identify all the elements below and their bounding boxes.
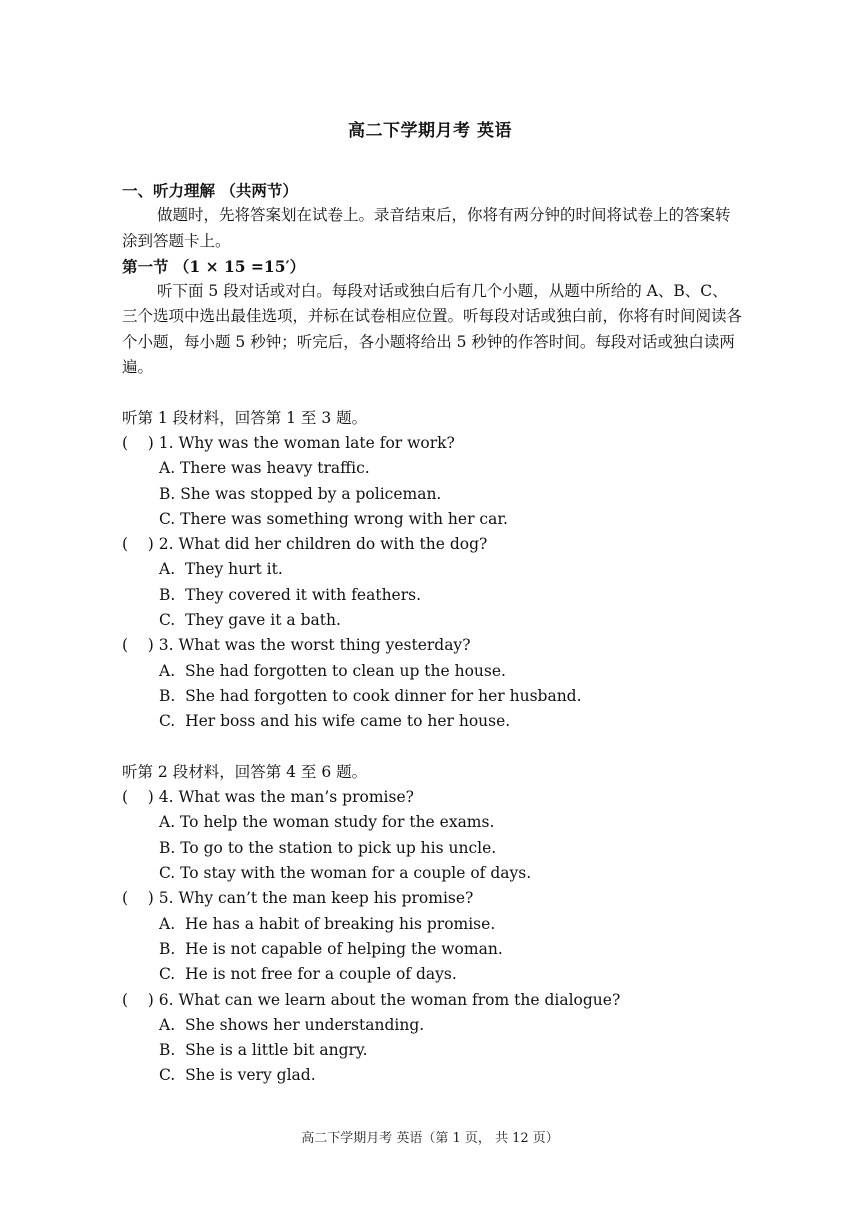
part-heading: 第一节 （1 × 15 =15′） (122, 256, 306, 276)
question-6-option-a: A. She shows her understanding. (159, 1015, 425, 1034)
question-3-option-c: C. Her boss and his wife came to her house. (159, 712, 511, 731)
question-3: ( ) 3. What was the worst thing yesterday? (122, 636, 471, 655)
question-6-option-b: B. She is a little bit angry. (159, 1041, 368, 1060)
exam-content (122, 178, 742, 1089)
question-5-option-c: C. He is not free for a couple of days. (159, 965, 457, 984)
question-2-option-a: A. They hurt it. (159, 560, 283, 579)
question-1-option-c: C. There was something wrong with her car. (159, 509, 508, 528)
spacer (122, 380, 742, 405)
question-2-option-b: B. They covered it with feathers. (159, 585, 422, 604)
question-1-option-b: B. She was stopped by a policeman. (159, 484, 442, 503)
question-1-option-a: A. There was heavy traffic. (159, 459, 370, 478)
question-5-option-b: B. He is not capable of helping the woman. (159, 939, 503, 958)
page-title: 高二下学期月考 英语 (348, 121, 512, 141)
material-2-label: 听第 2 段材料，回答第 4 至 6 题。 (122, 762, 368, 781)
question-4-option-a: A. To help the woman study for the exams. (159, 813, 495, 832)
part-instruction: 听下面 5 段对话或对白。每段对话或独白后有几个小题，从题中所给的 A、B、C、三个选项中选出最佳选项，并标在试卷相应位置。听每段对话或独白前，你将有时间阅读各个小题，每小题 5 秒钟；听完后，各小题将给出 5 秒钟的作答时间。每段对话或独白读两遍。 (122, 282, 743, 377)
question-1: ( ) 1. Why was the woman late for work? (122, 433, 455, 452)
question-5: ( ) 5. Why can’t the man keep his promise? (122, 889, 474, 908)
question-4: ( ) 4. What was the man’s promise? (122, 788, 414, 807)
section-heading: 一、听力理解 （共两节） (122, 181, 298, 200)
question-6-option-c: C. She is very glad. (159, 1066, 316, 1085)
question-3-option-a: A. She had forgotten to clean up the house. (159, 661, 506, 680)
spacer (122, 735, 742, 760)
page-footer: 高二下学期月考 英语（第 1 页， 共 12 页） (301, 1131, 559, 1146)
question-2: ( ) 2. What did her children do with the dog? (122, 535, 488, 554)
question-3-option-b: B. She had forgotten to cook dinner for her husband. (159, 686, 582, 705)
question-5-option-a: A. He has a habit of breaking his promise. (159, 914, 496, 933)
question-4-option-b: B. To go to the station to pick up his uncle. (159, 838, 497, 857)
question-2-option-c: C. They gave it a bath. (159, 611, 341, 630)
section-instruction: 做题时，先将答案划在试卷上。录音结束后，你将有两分钟的时间将试卷上的答案转涂到答题卡上。 (122, 206, 731, 250)
question-4-option-c: C. To stay with the woman for a couple of days. (159, 864, 532, 883)
question-6: ( ) 6. What can we learn about the woman from the dialogue? (122, 990, 621, 1009)
material-1-label: 听第 1 段材料，回答第 1 至 3 题。 (122, 408, 368, 427)
